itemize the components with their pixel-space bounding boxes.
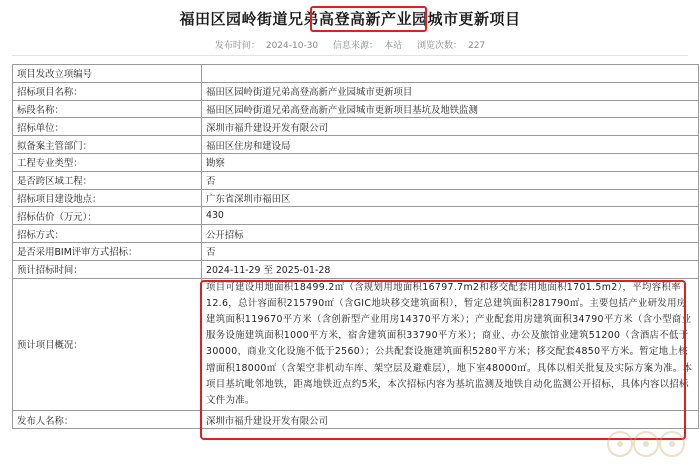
row-label: 项目发改立项编号 — [13, 65, 202, 83]
table-row — [13, 171, 699, 189]
row-label: 预计项目概况： — [13, 278, 202, 411]
table-row — [13, 118, 699, 136]
publish-date: 2024-10-30 — [265, 41, 319, 51]
page-title: 福田区园岭街道兄弟高登高新产业园城市更新项目 — [179, 10, 521, 28]
row-value: 否 — [202, 171, 699, 189]
table-row — [13, 136, 699, 154]
row-label: 预计招标时间： — [13, 260, 202, 278]
row-label: 招标项目建设地点： — [13, 189, 202, 207]
row-label: 发布人名称： — [13, 411, 202, 429]
table-row — [13, 225, 699, 243]
views-label: 浏览次数： — [416, 41, 462, 51]
row-value: 勘察 — [202, 153, 699, 171]
views-info — [414, 41, 488, 51]
row-label: 是否跨区域工程： — [13, 171, 202, 189]
title-highlight-box — [310, 6, 427, 32]
views-count: 227 — [467, 41, 486, 51]
row-label: 招标项目名称： — [13, 82, 202, 100]
row-label: 招标估价（万元）： — [13, 207, 202, 225]
source-info — [330, 41, 405, 51]
watermark-logo — [600, 420, 692, 460]
row-value: 430 — [202, 207, 699, 225]
source-value: 本站 — [384, 41, 403, 51]
project-overview-text: 项目可建设用地面积18499.2㎡（含规划用地面积16797.7m2和移交配套用地面积1701.5m2），平均容积率12.6，总计容面积215790㎡（含GIC地块移交建筑面积），暂定总建筑面积281790㎡。主要包括产业研发用房建筑面积119670平方米（含创新型产业用房14370平方米）；产业配套用房建筑面积34790平方米（含小型商业服务设施建筑面积1000平方米，宿舍建筑面积33790平方米）；商业、办公及旅馆业建筑51200（含酒店不低于30000，商业文化设施不低于2560）；公共配套设施建筑面积5280平方米；移交配套4850平方米。暂定地上核增面积18000㎡（含架空非机动车库、架空层及避难层），地下室48000㎡。具体以相关批复及实际方案为准。本项目基坑毗邻地铁，距离地铁近点约5米，本次招标内容为基坑监测及地铁自动化监测公开招标，具体内容以招标文件为准。 — [202, 278, 699, 411]
table-row — [13, 189, 699, 207]
row-label: 工程专业类型： — [13, 153, 202, 171]
row-label: 是否采用BIM评审方式招标： — [13, 242, 202, 260]
table-row — [13, 153, 699, 171]
table-row — [13, 242, 699, 260]
table-row — [13, 100, 699, 118]
row-value: 公开招标 — [202, 225, 699, 243]
row-value: 福田区园岭街道兄弟高登高新产业园城市更新项目基坑及地铁监测 — [202, 100, 699, 118]
row-label: 招标单位： — [13, 118, 202, 136]
row-value: 深圳市福升建设开发有限公司 — [202, 118, 699, 136]
row-value: 否 — [202, 242, 699, 260]
row-label: 招标方式： — [13, 225, 202, 243]
table-row — [13, 82, 699, 100]
table-row — [13, 260, 699, 278]
row-value: 福田区园岭街道兄弟高登高新产业园城市更新项目 — [202, 82, 699, 100]
row-value — [202, 65, 699, 83]
table-row — [13, 65, 699, 83]
row-value: 广东省深圳市福田区 — [202, 189, 699, 207]
publish-label: 发布时间： — [214, 41, 260, 51]
overview-highlight-box — [200, 280, 686, 440]
row-value: 2024-11-29 至 2025-01-28 — [202, 260, 699, 278]
row-value: 深圳市福升建设开发有限公司 — [202, 411, 699, 429]
table-row — [13, 207, 699, 225]
source-label: 信息来源： — [333, 41, 379, 51]
meta-line — [0, 38, 700, 51]
header-divider — [12, 55, 688, 56]
row-label: 标段名称： — [13, 100, 202, 118]
publish-info — [212, 41, 321, 51]
row-label: 拟备案主管部门： — [13, 136, 202, 154]
row-value: 福田区住房和建设局 — [202, 136, 699, 154]
